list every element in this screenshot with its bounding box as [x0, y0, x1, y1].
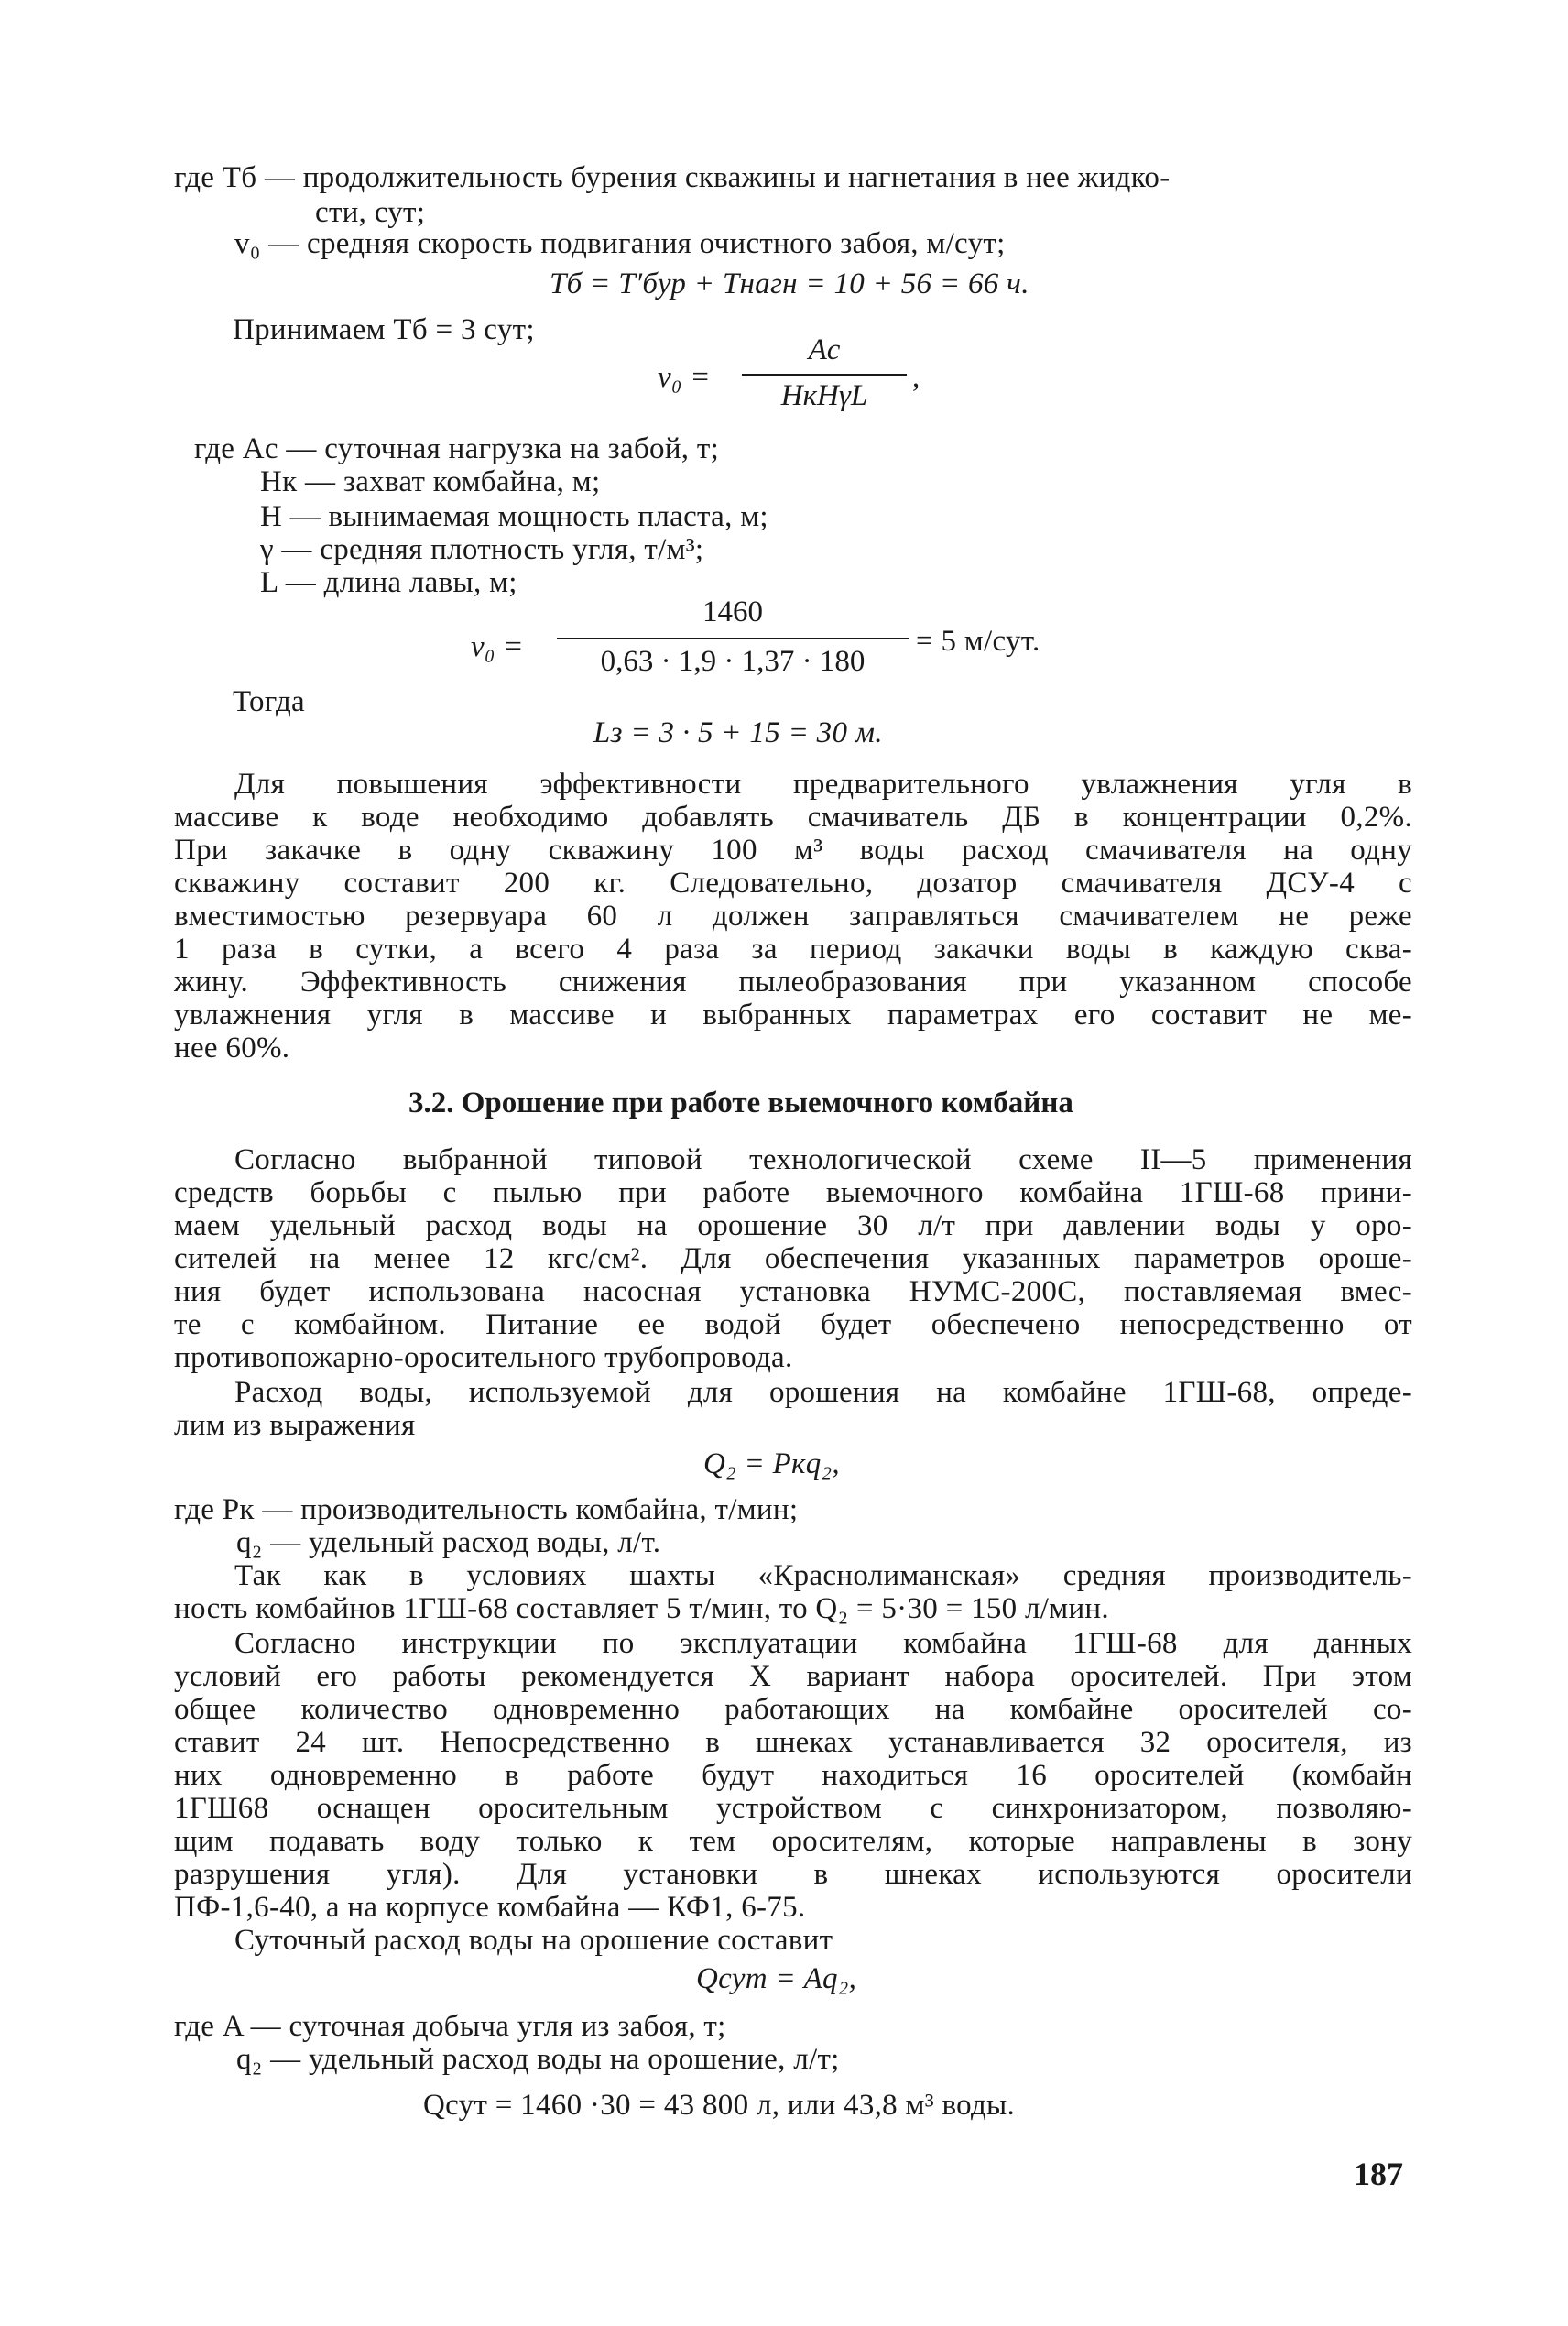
text-line: где Pк — производительность комбайна, т/мин; — [174, 1493, 799, 1526]
paragraph-line: щим подавать воду только к тем оросителям, которые направлены в зону — [174, 1825, 1412, 1858]
page-number: 187 — [1354, 2156, 1403, 2192]
paragraph-line: них одновременно в работе будут находиться 16 оросителей (комбайн — [174, 1759, 1412, 1792]
formula-tb: Tб = T′бур + Tнагн = 10 + 56 = 66 ч. — [550, 268, 1029, 300]
paragraph-line: вместимостью резервуара 60 л должен заправляться смачивателем не реже — [174, 900, 1412, 933]
paragraph-line: массиве к воде необходимо добавлять смачиватель ДБ в концентрации 0,2%. — [174, 801, 1412, 834]
paragraph-line: Согласно выбранной типовой технологической схеме II—5 применения — [234, 1143, 1412, 1176]
paragraph-line: жину. Эффективность снижения пылеобразования при указанном способе — [174, 966, 1412, 999]
paragraph-line: 1 раза в сутки, а всего 4 раза за период закачки воды в каждую сква- — [174, 933, 1412, 966]
paragraph-line: сителей на менее 12 кгс/см². Для обеспечения указанных параметров ороше- — [174, 1242, 1412, 1275]
paragraph-line: маем удельный расход воды на орошение 30 л/т при давлении воды у оро- — [174, 1209, 1412, 1242]
paragraph-line: общее количество одновременно работающих на комбайне оросителей со- — [174, 1693, 1412, 1726]
text-line: H — вынимаемая мощность пласта, м; — [260, 500, 768, 533]
paragraph-line: те с комбайном. Питание ее водой будет обеспечено непосредственно от — [174, 1308, 1412, 1341]
paragraph-line: Согласно инструкции по эксплуатации комбайна 1ГШ-68 для данных — [234, 1627, 1412, 1660]
text-line: Hк — захват комбайна, м; — [260, 465, 601, 498]
fraction-denominator: 0,63 · 1,9 · 1,37 · 180 — [600, 645, 866, 678]
paragraph-line: При закачке в одну скважину 100 м³ воды расход смачивателя на одну — [174, 834, 1412, 867]
text-line: где Tб — продолжительность бурения скважины и нагнетания в нее жидко- — [174, 161, 1171, 194]
text-line: сти, сут; — [315, 196, 426, 229]
text-line: L — длина лавы, м; — [260, 566, 517, 599]
paragraph-line: Так как в условиях шахты «Краснолиманская» средняя производитель- — [234, 1559, 1412, 1592]
text-line: Принимаем Tб = 3 сут; — [233, 313, 535, 346]
text-line: q₂ — удельный расход воды на орошение, л/т; — [236, 2043, 840, 2076]
text-line: где Aс — суточная нагрузка на забой, т; — [194, 432, 720, 465]
paragraph-line: Суточный расход воды на орошение составит — [234, 1924, 833, 1957]
paragraph-line: ния будет использована насосная установка НУМС-200С, поставляемая вмес- — [174, 1275, 1412, 1308]
paragraph-line: увлажнения угля в массиве и выбранных параметрах его составит не ме- — [174, 999, 1412, 1032]
paragraph-line: лим из выражения — [174, 1409, 416, 1442]
paragraph-line: ПФ-1,6-40, а на корпусе комбайна — КФ1, 6-75. — [174, 1891, 806, 1924]
paragraph-line: нее 60%. — [174, 1032, 290, 1065]
paragraph-line: условий его работы рекомендуется X вариант набора оросителей. При этом — [174, 1660, 1412, 1693]
formula-qsut-result: Qсут = 1460 ·30 = 43 800 л, или 43,8 м³ воды. — [423, 2089, 1016, 2122]
text-line: γ — средняя плотность угля, т/м³; — [260, 533, 704, 566]
section-heading: 3.2. Орошение при работе выемочного комбайна — [408, 1087, 1073, 1119]
paragraph-line: разрушения угля). Для установки в шнеках используются оросители — [174, 1858, 1412, 1891]
formula-lhs: v₀ = — [658, 361, 711, 394]
paragraph-line: ставит 24 шт. Непосредственно в шнеках устанавливается 32 оросителя, из — [174, 1726, 1412, 1759]
fraction-bar — [557, 638, 909, 639]
formula-q2: Q₂ = Pкq₂, — [703, 1447, 840, 1480]
formula-l3: Lз = 3 · 5 + 15 = 30 м. — [593, 716, 883, 749]
paragraph-line: средств борьбы с пылью при работе выемочного комбайна 1ГШ-68 прини- — [174, 1176, 1412, 1209]
fraction-denominator: HкHγL — [780, 379, 868, 412]
formula-lhs: v₀ = — [471, 630, 524, 663]
fraction-numerator: 1460 — [702, 595, 763, 628]
formula-tail: , — [912, 361, 920, 394]
fraction-bar — [742, 374, 907, 376]
formula-tail: = 5 м/сут. — [916, 625, 1040, 658]
text-line: где A — суточная добыча угля из забоя, т; — [174, 2010, 726, 2043]
paragraph-line: скважину составит 200 кг. Следовательно, дозатор смачивателя ДСУ-4 с — [174, 867, 1412, 900]
text-line: v₀ — средняя скорость подвигания очистного забоя, м/сут; — [234, 227, 1006, 260]
formula-qsut: Qсут = Aq₂, — [696, 1962, 857, 1995]
paragraph-line: Расход воды, используемой для орошения на комбайне 1ГШ-68, опреде- — [234, 1376, 1412, 1409]
paragraph-line: противопожарно-оросительного трубопровода. — [174, 1341, 793, 1374]
paragraph-line: Для повышения эффективности предварительного увлажнения угля в — [234, 768, 1412, 801]
paragraph-line: 1ГШ68 оснащен оросительным устройством с синхронизатором, позволяю- — [174, 1792, 1412, 1825]
fraction-numerator: Aс — [808, 333, 841, 366]
paragraph-line: ность комбайнов 1ГШ-68 составляет 5 т/мин, то Q₂ = 5·30 = 150 л/мин. — [174, 1592, 1109, 1625]
text-line: Тогда — [233, 685, 306, 718]
text-line: q₂ — удельный расход воды, л/т. — [236, 1526, 661, 1559]
